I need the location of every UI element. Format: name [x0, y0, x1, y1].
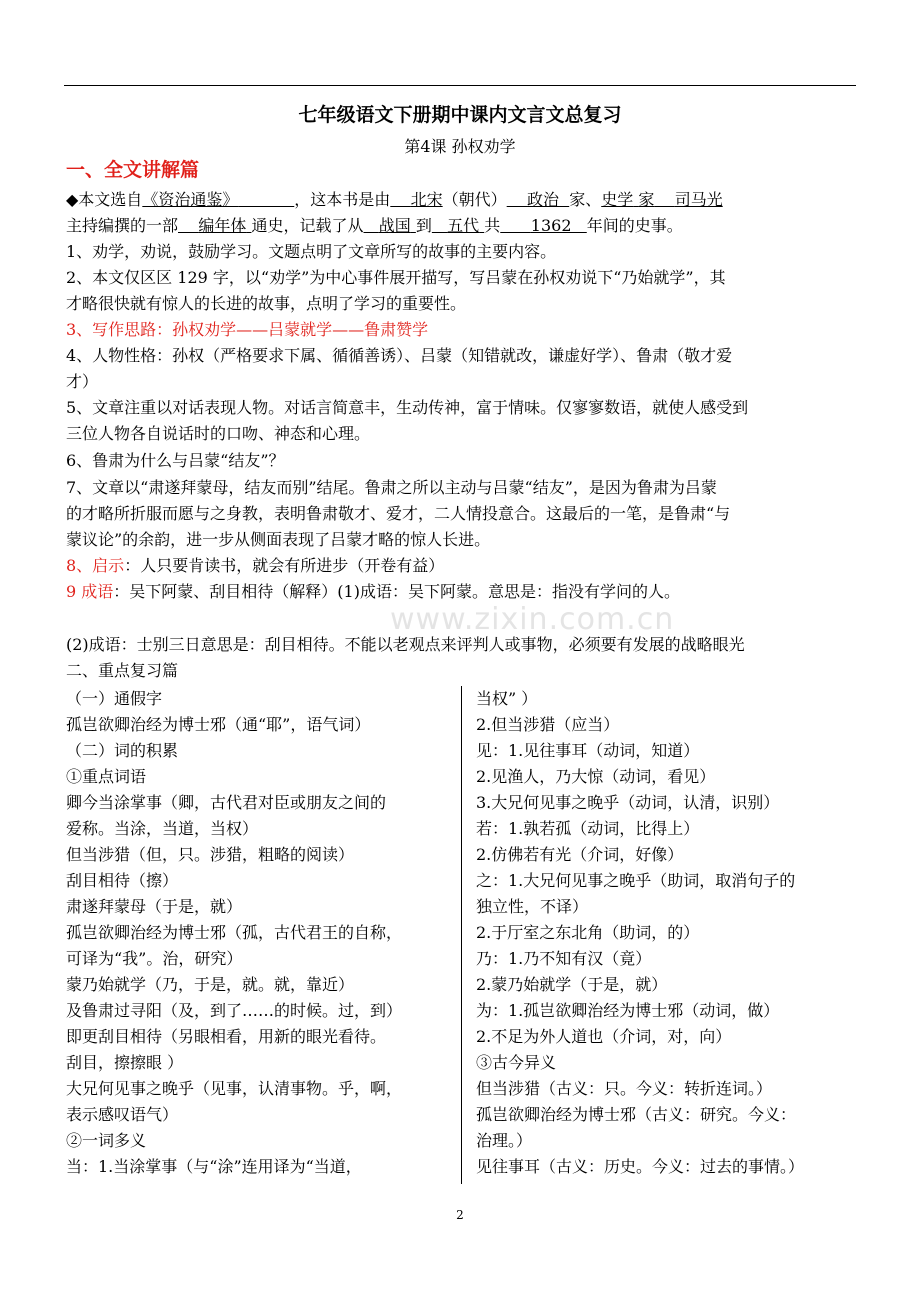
note-line: 2.不足为外人道也（介词，对，向）: [476, 1027, 732, 1046]
point-5-line-1: 5、文章注重以对话表现人物。对话言简意丰，生动传神，富于情味。仅寥寥数语，就使人感受到: [66, 398, 749, 417]
section-heading-2: 二、重点复习篇: [66, 661, 179, 680]
note-line: 见往事耳（古义：历史。今义：过去的事情。）: [476, 1157, 805, 1176]
note-line: 及鲁肃过寻阳（及，到了……的时候。过，到）: [66, 1001, 403, 1020]
note-line: 可译为“我”。治，研究）: [66, 949, 243, 968]
note-line: 当：1.当涂掌事（与“涂”连用译为“当道，: [66, 1157, 362, 1176]
note-line: 蒙乃始就学（乃，于是，就。就，靠近）: [66, 975, 355, 994]
note-line: 大兄何见事之晚乎（见事，认清事物。乎，啊，: [66, 1079, 403, 1098]
section-heading-1: 一、全文讲解篇: [66, 159, 200, 181]
point-7-line-3: 蒙议论”的余韵，进一步从侧面表现了吕蒙才略的惊人长进。: [66, 530, 491, 549]
note-line: 肃遂拜蒙母（于是，就）: [66, 897, 243, 916]
note-line: 即更刮目相待（另眼相看，用新的眼光看待。: [66, 1027, 387, 1046]
note-line: 卿今当涂掌事（卿，古代君对臣或朋友之间的: [66, 793, 387, 812]
left-column: [66, 686, 402, 1180]
point-2-line-1: 2、本文仅区区 129 字，以“劝学”为中心事件展开描写，写吕蒙在孙权劝说下“乃始就学”，其: [66, 268, 726, 287]
note-line: 当权” ）: [476, 689, 538, 708]
note-line: 孤岂欲卿治经为博士邪（孤，古代君王的自称，: [66, 923, 403, 942]
note-line: 爱称。当涂，当道，当权）: [66, 819, 259, 838]
note-line: ②一词多义: [66, 1131, 147, 1150]
note-line: 2.见渔人，乃大惊（动词，看见）: [476, 767, 716, 786]
page-title: 七年级语文下册期中课内文言文总复习: [298, 104, 622, 126]
note-line: 独立性，不译）: [476, 897, 589, 916]
watermark: www.zixin.com.cn: [390, 602, 675, 637]
note-line: 2.于厅室之东北角（助词，的）: [476, 923, 700, 942]
note-line: 刮目相待（擦）: [66, 871, 179, 890]
note-line: 孤岂欲卿治经为博士邪（古义：研究。今义：: [476, 1105, 797, 1124]
note-line: 但当涉猎（古义：只。今义：转折连词。）: [476, 1079, 773, 1098]
note-line: 为：1.孤岂欲卿治经为博士邪（动词，做）: [476, 1001, 780, 1020]
note-line: 之：1.大兄何见事之晚乎（助词，取消句子的: [476, 871, 796, 890]
page-number: 2: [456, 1208, 464, 1222]
note-line: 见：1.见往事耳（动词，知道）: [476, 741, 700, 760]
note-line: 表示感叹语气）: [66, 1105, 179, 1124]
header-rule: [64, 85, 856, 86]
column-divider: [461, 686, 462, 1184]
point-4-line-1: 4、人物性格：孙权（严格要求下属、循循善诱）、吕蒙（知错就改，谦虚好学）、鲁肃（敬才爱: [66, 346, 733, 365]
note-line: （二）词的积累: [66, 741, 179, 760]
note-line: （一）通假字: [66, 689, 163, 708]
note-line: ③古今异义: [476, 1053, 557, 1072]
point-7-line-2: 的才略所折服而愿与之身教，表明鲁肃敬才、爱才，二人情投意合。这最后的一笔，是鲁肃“与: [66, 504, 731, 523]
point-8: 8、启示：人只要肯读书，就会有所进步（开卷有益）: [66, 556, 445, 575]
point-7-line-1: 7、文章以“肃遂拜蒙母，结友而别”结尾。鲁肃之所以主动与吕蒙“结友”，是因为鲁肃为吕蒙: [66, 478, 717, 497]
point-6: 6、鲁肃为什么与吕蒙“结友”？: [66, 451, 285, 470]
note-line: 2.但当涉猎（应当）: [476, 715, 620, 734]
point-10: (2)成语：士别三日意思是：刮目相待。不能以老观点来评判人或事物，必须要有发展的战略眼光: [66, 635, 745, 654]
point-1: 1、劝学，劝说，鼓励学习。文题点明了文章所写的故事的主要内容。: [66, 242, 557, 261]
point-9: 9 成语：吴下阿蒙、刮目相待（解释）(1)成语：吴下阿蒙。意思是：指没有学问的人。: [66, 582, 680, 601]
note-line: 2.仿佛若有光（介词，好像）: [476, 845, 684, 864]
point-3-writing-idea: 3、写作思路：孙权劝学——吕蒙就学——鲁肃赞学: [66, 320, 429, 339]
note-line: 刮目，擦擦眼 ）: [66, 1053, 184, 1072]
note-line: 若：1.孰若孤（动词，比得上）: [476, 819, 700, 838]
note-line: 孤岂欲卿治经为博士邪（通“耶”，语气词）: [66, 715, 371, 734]
point-4-line-2: 才）: [66, 372, 99, 391]
point-5-line-2: 三位人物各自说话时的口吻、神态和心理。: [66, 424, 371, 443]
intro-line-2: 主持编撰的一部 编年体 通史，记载了从 战国 到 五代 共 1362 年间的史事。: [66, 216, 683, 235]
note-line: 乃：1.乃不知有汉（竟）: [476, 949, 652, 968]
right-column: [476, 686, 804, 1180]
note-line: 治理。）: [476, 1131, 533, 1150]
intro-line-1: ◆本文选自《资治通鉴》 ，这本书是由 北宋（朝代） 政治 家、史学 家 司马光: [66, 190, 723, 209]
note-line: 2.蒙乃始就学（于是，就）: [476, 975, 668, 994]
note-line: ①重点词语: [66, 767, 147, 786]
point-2-line-2: 才略很快就有惊人的长进的故事，点明了学习的重要性。: [66, 294, 467, 313]
note-line: 但当涉猎（但，只。涉猎，粗略的阅读）: [66, 845, 355, 864]
lesson-title: 第4课 孙权劝学: [404, 137, 516, 156]
note-line: 3.大兄何见事之晚乎（动词，认清，识别）: [476, 793, 780, 812]
